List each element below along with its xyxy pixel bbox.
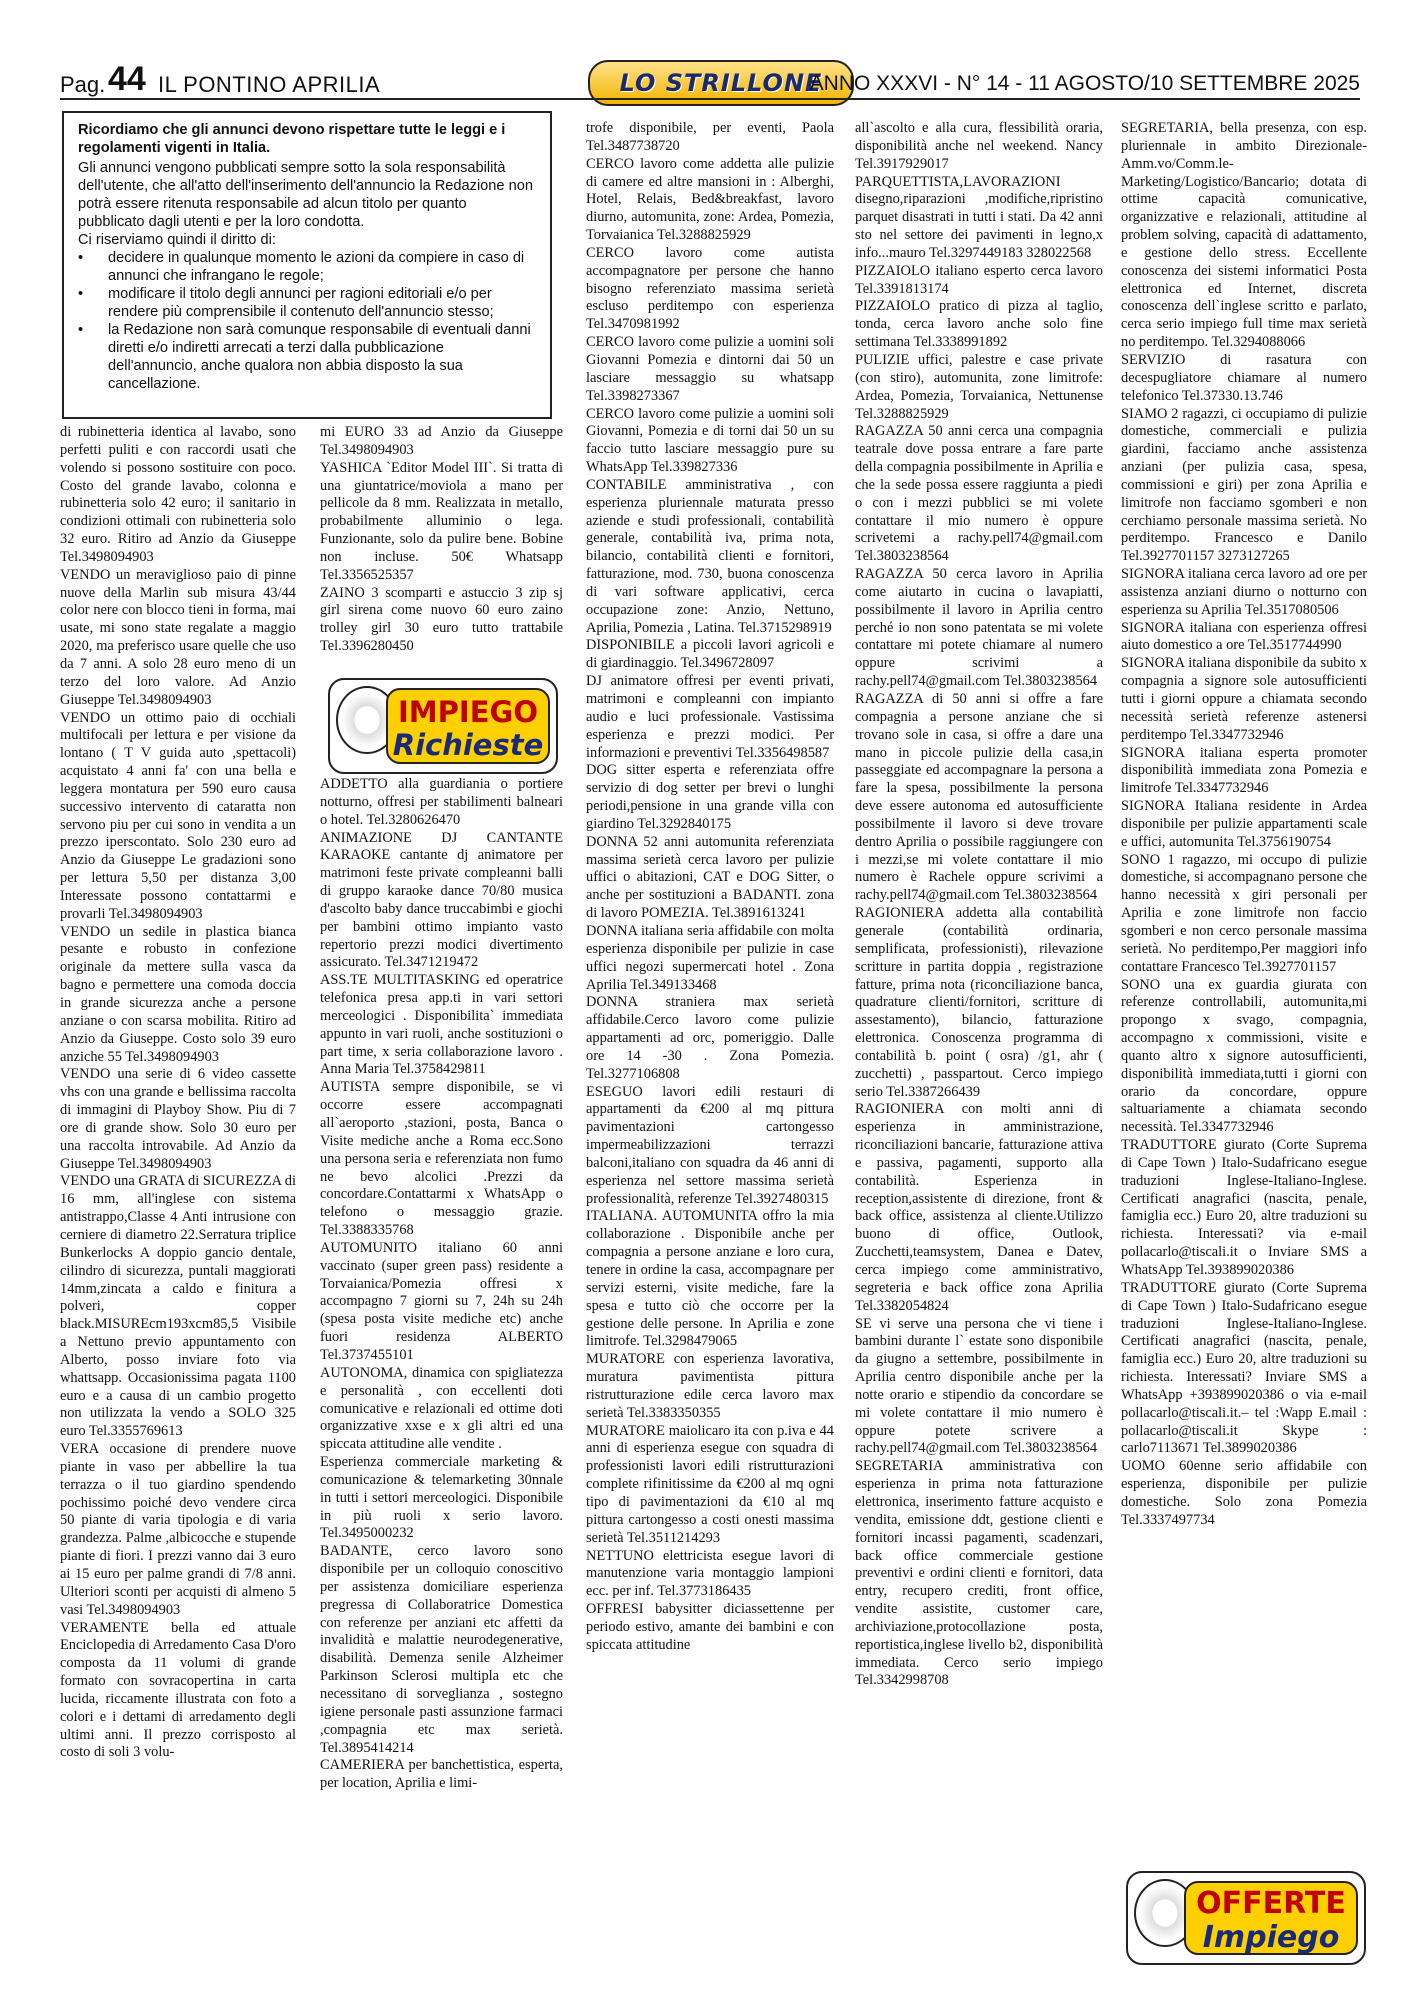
section-badge (1184, 1881, 1358, 1955)
notice-bullet: • decidere in qualunque momento le azioni da compiere in caso di annunci che infrangano le regole; (78, 250, 525, 284)
page-number: 44 (108, 60, 146, 98)
ad-item: NETTUNO elettricista esegue lavori di manutenzione varia montaggio lampioni ecc. per inf. Tel.3773186435 (586, 1547, 834, 1600)
ad-item: SEGRETARIA amministrativa con esperienza in prima nota fatturazione elettronica, inserimento fatture acquisto e vendita, emissione ddt, gestione clienti e fornitori incassi pagamenti, scadenzari, back office commerciale gestione preventivi e ordini clienti e fornitori, data entry, recupero crediti, front office, vendite assistite, customer care, archiviazione,protocollazione posta, reportistica,inglese livello b2, disponibilità immediata. Cerco serio impiego Tel.3342998708 (855, 1458, 1103, 1689)
ad-item: DOG sitter esperta e referenziata offre servizio di dog setter per brevi o lunghi periodi,pensione in una grande villa con giardino Tel.3292840175 (586, 762, 834, 832)
ad-item: SE vi serve una persona che vi tiene i bambini durante l` estate sono disponibile da giugno a settembre, possibilmente in Aprilia centro disponibile anche per la notte orario e stipendio da concordare se mi volete contattare il mio numero è oppure potete scrivere a rachy.pell74@gmail.com Tel.3803238564 (855, 1315, 1103, 1457)
notice-paragraph: Ci riserviamo quindi il diritto di: (78, 232, 276, 248)
ad-item: AUTISTA sempre disponibile, se vi occorre essere accompagnati all`aeroporto ,stazioni, posta, Banca o Visite mediche anche a Roma ecc.Sono una persona seria e referenziata non fumo ne bevo alcolici .Prezzi da concordare.Contattarmi x WhatsApp o telefono o messaggio grazie. Tel.3388335768 (320, 1079, 563, 1239)
ad-item: PIZZAIOLO italiano esperto cerca lavoro Tel.3391813174 (855, 262, 1103, 297)
ad-item: all`ascolto e alla cura, flessibilità oraria, disponibilità anche nel weekend. Nancy Tel.3917929017 (855, 120, 1103, 172)
ad-item: VERA occasione di prendere nuove piante in vaso per abbellire la tua terrazza o il tuo giardino spendendo pochissimo poiché devo vendere circa 50 piante di varia tipologia e di varia grandezza. Palme ,albicocche e stupende piante di fiori. I prezzi vanno dai 3 euro ai 15 euro per palme grandi di 7/8 anni. Ulteriori sconti per acquisti di almeno 5 vasi Tel.3498094903 (60, 1441, 296, 1618)
notice-bullet: • modificare il titolo degli annunci per ragioni editoriali e/o per rendere più comprensibile il contenuto dell'annuncio stesso; (78, 286, 494, 320)
publication-name: IL PONTINO APRILIA (158, 72, 381, 97)
notice-paragraph: Gli annunci vengono pubblicati sempre sotto la sola responsabilità dell'utente, che all'atto dell'inserimento dell'annuncio la Redazione non potrà essere ritenuta responsabile ad alcun titolo per quanto pubblicato dagli utenti e per la loro condotta. (78, 160, 533, 230)
ad-item: OFFRESI babysitter diciassettenne per periodo estivo, amante dei bambini e con spiccata attitudine (586, 1601, 834, 1653)
ad-item: MURATORE maiolicaro ita con p.iva e 44 anni di esperienza esegue con squadra di professionisti lavori edili ristrutturazioni complete rifinitissime da €200 al mq ogni tipo di pavimentazioni da €10 al mq pittura cartongesso a costi onesti massima serietà Tel.3511214293 (586, 1422, 834, 1546)
notice-bullet: • la Redazione non sarà comunque responsabile di eventuali danni diretti e/o indiretti arrecati a terzi dalla pubblicazione dell'annuncio, anche qualora non abbia disposto la sua cancellazione. (78, 322, 531, 392)
ad-item: CERCO lavoro come pulizie a uomini soli Giovanni Pomezia e dintorni dai 50 un lasciare messaggio su whatsapp Tel.3398273367 (586, 334, 834, 404)
ad-item: VENDO una GRATA di SICUREZZA di 16 mm, all'inglese con sistema antistrappo,Classe 4 Anti intrusione con cerniere di diametro 22.Serratura triplice Bunkerlocks A doppio gancio dentale, cilindro di sicurezza, puntali maggiorati 14mm,zincata a caldo e finitura a polveri, copper black.MISUREcm193xcm85,5 Visibile a Nettuno previo appuntamento con Alberto, posso inviare foto via whattsapp. Occasionissima pagata 1100 euro e a causa di un cambio progetto non utilizzata la vendo a SOLO 325 euro Tel.3355769613 (60, 1173, 296, 1440)
ad-item: VENDO un meraviglioso paio di pinne nuove della Marlin sub misura 43/44 color nere con blocco tieni in forma, mai usate, mi sono state regalate a maggio 2020, ma preferisco usare quelle che uso da 7 anni. A solo 28 euro meno di un terzo del loro valore. Ad Anzio Giuseppe Tel.3498094903 (60, 566, 296, 708)
ad-item: UOMO 60enne serio affidabile con esperienza, disponibile per pulizie domestiche. Solo zona Pomezia Tel.3337497734 (1121, 1458, 1367, 1528)
ad-item: AUTOMUNITO italiano 60 anni vaccinato (super green pass) residente a Torvaianica/Pomezia offresi x accompagno 7 giorni su 7, 24h su 24h (spesa posta visite mediche etc) anche fuori residenza ALBERTO Tel.3737455101 (320, 1239, 563, 1363)
ad-item: SEGRETARIA, bella presenza, con esp. pluriennale in ambito Direzionale-Amm.vo/Comm.le-Marketing/Logistico/Bancario; dotata di ottime capacità comunicative, organizzative e relazionali, attitudine al problem solving, capacità di adattamento, e gestione dello stress. Eccellente conoscenza dei sistemi informatici Posta elettronica ed Internet, discreta conoscenza dell`inglese scritto e parlato, cerca serio impiego full time max serietà no perditempo. Tel.3294088066 (1121, 120, 1367, 351)
ad-item: CERCO lavoro come autista accompagnatore per persone che hanno bisogno referenziato massima serietà escluso perditempo con esperienza Tel.3470981992 (586, 244, 834, 333)
ad-item: SIGNORA italiana esperta promoter disponibilità immediata zona Pomezia e limitrofe Tel.3347732946 (1121, 744, 1367, 797)
ad-item: RAGAZZA 50 anni cerca una compagnia teatrale dove possa entrare a fare parte della compagnia possibilmente in Aprilia e che la sede possa essere raggiunta a piedi o con i mezzi pubblici se mi volete contattare il mio numero è oppure scrivetemi a rachy.pell74@gmail.com Tel.3803238564 (855, 423, 1103, 565)
ad-item: SIGNORA italiana cerca lavoro ad ore per assistenza anziani diurno o notturno con esperienza su Aprilia Tel.3517080506 (1121, 566, 1367, 618)
issue-info: ANNO XXXVI - N° 14 - 11 AGOSTO/10 SETTEMBRE 2025 (809, 72, 1360, 95)
ad-item: RAGIONIERA addetta alla contabilità generale (contabilità ordinaria, semplificata, professionisti), rilevazione scritture in partita doppia , registrazione fatture, prima nota (riconciliazione banca, quadrature clienti/fornitori, scritture di assestamento), bilancio, fatturazione elettronica. Conoscenza programma di contabilità b. point ( osra) /g1, ahr ( zucchetti) , passpartout. Cerco impiego serio Tel.3387266439 (855, 905, 1103, 1100)
ad-item: VENDO un sedile in plastica bianca pesante e robusto in confezione originale da mettere sulla vasca da bagno e permettere una comoda doccia in grande sicurezza anche a persone anziane o con scarsa mobilita. Ritiro ad Anzio da Giuseppe. Costo solo 39 euro anziche 55 Tel.3498094903 (60, 923, 296, 1065)
ad-item: BADANTE, cerco lavoro sono disponibile per un colloquio conoscitivo per assistenza domiciliare esperienza pregressa di Collaboratrice Domestica con referenze per anziani etc affetti da invalidità e malattie neurodegenerative, disabilità. Demenza senile Alzheimer Parkinson Sclerosi multipla etc che necessitano di sorveglianza , sostegno igiene personale pasti assunzione farmaci ,compagnia etc max serietà. Tel.3895414214 (320, 1543, 563, 1756)
ad-item: ASS.TE MULTITASKING ed operatrice telefonica presa app.ti in vari settori merceologici . Disponibilita` immediata appunto in vari ruoli, anche sostituzioni o part time, x seria collaborazione lavoro . Anna Maria Tel.3758429811 (320, 972, 563, 1078)
offerte-impiego-banner (1126, 1871, 1366, 1965)
banner-line-1: IMPIEGO (398, 695, 538, 729)
ad-item: trofe disponibile, per eventi, Paola Tel.3487738720 (586, 120, 834, 154)
classifieds-column-3 (586, 120, 834, 1655)
banner-line-2: Impiego (1202, 1920, 1340, 1955)
ad-item: CERCO lavoro come addetta alle pulizie di camere ed altre mansioni in : Alberghi, Hotel, Relais, Bed&breakfast, lavoro diurno, automunita, zone: Ardea, Pomezia, Torvaianica Tel.3288825929 (586, 155, 834, 244)
ad-item: SONO una ex guardia giurata con referenze controllabili, automunita,mi propongo x svago, compagnia, accompagno x commissioni, visite e quanto altro x signore autosufficienti, disponibilità immediata,tutti i giorni con orario da concordare, oppure saltuariamente a chiamata secondo necessità. Tel.3347732946 (1121, 976, 1367, 1136)
ad-item: PULIZIE uffici, palestre e case private (con stiro), automunita, zone limitrofe: Ardea, Pomezia, Torvaianica, Nettunense Tel.3288825929 (855, 351, 1103, 422)
ad-item: PARQUETTISTA,LAVORAZIONI disegno,riparazioni ,modifiche,ripristino parquet disastrati in tutti i stati. Da 42 anni sto nel settore dei pavimenti in legno,x info...mauro Tel.3297449183 328022568 (855, 173, 1103, 261)
section-badge (386, 688, 550, 764)
ad-item: ADDETTO alla guardiania o portiere notturno, offresi per stabilimenti balneari o hotel. Tel.3280626470 (320, 775, 563, 828)
ad-item: ESEGUO lavori edili restauri di appartamenti da €200 al mq pittura pavimentazioni cartongesso impermeabilizzazioni terrazzi balconi,italiano con squadra da 46 anni di esperienza nel settore massima serietà professionalità, referenze Tel.3927480315 (586, 1083, 834, 1207)
ad-item: ANIMAZIONE DJ CANTANTE KARAOKE cantante dj animatore per matrimoni feste private compleanni balli di gruppo karaoke dance 70/80 musica d'ascolto baby dance truccabimbi e giochi per bambini ottimo impianto vasto repertorio prezzi modici divertimento assicurato. Tel.3471219472 (320, 829, 563, 971)
ad-item: SIGNORA italiana disponibile da subito x compagnia a signore sole autosufficienti tutti i giorni oppure a chiamata secondo necessità serietà referenze astenersi perditempo Tel.3347732946 (1121, 655, 1367, 743)
ad-item: ZAINO 3 scomparti e astuccio 3 zip sj girl sirena come nuovo 60 euro zaino trolley girl 30 euro tutto trattabile Tel.3396280450 (320, 584, 563, 655)
ad-item: SIGNORA italiana con esperienza offresi aiuto domestico a ore Tel.3517744990 (1121, 619, 1367, 654)
banner-line-1: OFFERTE (1196, 1886, 1346, 1921)
classifieds-column-1 (60, 424, 296, 1762)
ad-item: AUTONOMA, dinamica con spigliatezza e personalità , con eccellenti doti comunicative e relazionali ed ottime doti organizzative xxse e x gli altri ed una spiccata attitudine alle vendite . (320, 1364, 563, 1453)
ad-item: MURATORE con esperienza lavorativa, muratura pavimentista pittura ristrutturazione edile cerca lavoro max serietà Tel.3383350355 (586, 1351, 834, 1421)
ad-item: mi EURO 33 ad Anzio da Giuseppe Tel.3498094903 (320, 424, 563, 458)
ad-item: PIZZAIOLO pratico di pizza al taglio, tonda, cerca lavoro anche solo fine settimana Tel.3338991892 (855, 298, 1103, 351)
ad-item: DONNA 52 anni automunita referenziata massima serietà cerca lavoro per pulizie uffici o abitazioni, CAT e DOG Sitter, o anche per sostituzioni a BADANTI. zona di lavoro POMEZIA. Tel.3891613241 (586, 833, 834, 922)
header-rule (60, 98, 1360, 100)
logo-text: LO STRILLONE (619, 69, 823, 97)
ad-item: DONNA straniera max serietà affidabile.Cerco lavoro come pulizie appartamenti ad orc, pomeriggio. Dalle ore 14 -30 . Zona Pomezia. Tel.3277106808 (586, 994, 834, 1082)
ad-item: RAGIONIERA con molti anni di esperienza in amministrazione, riconciliazioni bancarie, fatturazione attiva e passiva, pagamenti, supporto alla contabilità. Esperienza in reception,assistente di direzione, front & back office, assistenza al cliente.Utilizzo buono di office, Outlook, Zucchetti,teamsystem, Danea e Datev, cerca impiego come amministrativo, segreteria e back office zona Aprilia Tel.3382054824 (855, 1101, 1103, 1314)
classifieds-column-4 (855, 120, 1103, 1690)
ad-item: TRADUTTORE giurato (Corte Suprema di Cape Town ) Italo-Sudafricano esegue traduzioni Inglese-Italiano-Inglese. Certificati anagrafici (nascita, penale, famiglia ecc.) Euro 20, altre traduzioni su richiesta. Interessati? Inviare SMS a WhatsApp +393899020386 o via e-mail pollacarlo@tiscali.it.– tel :Wapp E.mail : pollacarlo@tiscali.it Skype : carlo7113671 Tel.3899020386 (1121, 1279, 1367, 1457)
ad-item: SIGNORA Italiana residente in Ardea disponibile per pulizie appartamenti scale e uffici, automunita Tel.3756190754 (1121, 798, 1367, 850)
ad-item: CONTABILE amministrativa , con esperienza pluriennale maturata presso aziende e studi professionali, contabilità generale, contabilità iva, prima nota, bilancio, contabilità clienti e fornitori, fatturazione, mod. 730, buona conoscenza di vari software applicativi, cerca occupazione zone: Anzio, Nettuno, Aprilia, Pomezia , Latina. Tel.3715298919 (586, 476, 834, 636)
ad-item: VENDO un ottimo paio di occhiali multifocali per lettura e per visione da lontano ( T V guida auto ,spettacoli) acquistato 4 anni fa' con una bella e leggera montatura per 590 euro causa successivo intervento di cataratta non servono piu per cui sono in vendita a un prezzo iperscontato. Solo 230 euro ad Anzio da Giuseppe Le gradazioni sono per lettura 5,50 per distanza 3,00 Interessate possono contattarmi e provarli Tel.3498094903 (60, 709, 296, 922)
page-header (60, 60, 1360, 102)
ad-item: SONO 1 ragazzo, mi occupo di pulizie domestiche, si accompagnano persone che hanno necessità x giri personali per Aprilia e zone limitrofe non faccio sgomberi e non cerco personale massima serietà. No perditempo,Per maggiori info contattare Francesco Tel.3927701157 (1121, 851, 1367, 975)
banner-line-2: Richieste (392, 728, 544, 762)
ad-item: YASHICA `Editor Model III`. Si tratta di una giuntatrice/moviola a mano per pellicole da 8 mm. Realizzata in metallo, probabilmente alluminio o lega. Funzionante, solo da pulire bene. Bobine non incluse. 50€ Whatsapp Tel.3356525357 (320, 459, 563, 583)
ad-item: DJ animatore offresi per eventi privati, matrimoni e compleanni con impianto audio e luci professionale. Vastissima esperienza e prezzi modici. Per informazioni e preventivi Tel.3356498587 (586, 673, 834, 761)
ad-item: RAGAZZA 50 cerca lavoro in Aprilia come aiutarto in cucina o lavapiatti, possibilmente il lavoro in Aprilia centro perché io non sono patentata se mi volete contattare mi potete chiamare al numero oppure scrivimi a rachy.pell74@gmail.com Tel.3803238564 (855, 566, 1103, 690)
classifieds-column-2 (320, 424, 563, 1793)
ad-item: VENDO una serie di 6 video cassette vhs con una grande e bellissima raccolta di immagini di Playboy Show. Piu di 7 ore di grande show. Solo 30 euro per una raccolta introvabile. Ad Anzio da Giuseppe Tel.3498094903 (60, 1066, 296, 1172)
notice-title: Ricordiamo che gli annunci devono rispettare tutte le leggi e i regolamenti vigenti in Italia. (78, 122, 506, 156)
ad-item: RAGAZZA di 50 anni si offre a fare compagnia a persone anziane che si trovano sole in casa, si offre a dare una mano in piccole pulizie della casa,in passeggiate ed accompagnare la persona a fare la spesa, possibilmente la persona deve essere autonoma ed autosufficiente possibilmente il lavoro si deve trovare dentro Aprilia o possibile raggiungere con i mezzi,se mi volete contattare il mio numero è Rachele oppure scrivimi a rachy.pell74@gmail.com Tel.3803238564 (855, 691, 1103, 904)
page-label: Pag. (60, 72, 106, 97)
ad-item: SIAMO 2 ragazzi, ci occupiamo di pulizie domestiche, commerciali e pulizia giardini, facciamo anche assistenza anziani (per pulizia casa, spesa, commissioni e giri) per zona Aprilia e limitrofe non facciamo sgomberi e non cerchiamo personale massima serietà. No perditempo. Francesco e Danilo Tel.3927701157 3273127265 (1121, 405, 1367, 565)
ad-item: Esperienza commerciale marketing & comunicazione & telemarketing 30nnale in tutti i settori merceologici. Disponibile in più ruoli x serio lavoro. Tel.3495000232 (320, 1454, 563, 1542)
ad-item: VERAMENTE bella ed attuale Enciclopedia di Arredamento Casa D'oro composta da 11 volumi di grande formato con sovracopertina in carta lucida, riccamente illustrata con foto a colori e i dettami di arredamento degli ultimi anni. Il prezzo corrisposto al costo di soli 3 volu- (60, 1619, 296, 1761)
ad-item: CAMERIERA per banchettistica, esperta, per location, Aprilia e limi- (320, 1757, 563, 1792)
impiego-richieste-banner (328, 678, 558, 774)
notice-box (62, 111, 552, 419)
ad-item: DISPONIBILE a piccoli lavori agricoli e di giardinaggio. Tel.3496728097 (586, 637, 834, 672)
classifieds-column-5 (1121, 120, 1367, 1530)
ad-item: CERCO lavoro come pulizie a uomini soli Giovanni, Pomezia e di torni dai 50 un su faccio tutto lasciare messaggio pure su WhatsApp Tel.339827336 (586, 405, 834, 476)
ad-item: SERVIZIO di rasatura con decespugliatore chiamare al numero telefonico Tel.37330.13.746 (1121, 351, 1367, 404)
ad-item: TRADUTTORE giurato (Corte Suprema di Cape Town ) Italo-Sudafricano esegue traduzioni Inglese-Italiano-Inglese. Certificati anagrafici (nascita, penale, famiglia ecc.) Euro 20, altre traduzioni su richiesta. Interessati? via e-mail pollacarlo@tiscali.it o Inviare SMS a WhatsApp Tel.393899020386 (1121, 1137, 1367, 1278)
ad-item: DONNA italiana seria affidabile con molta esperienza disponibile per pulizie in case uffici negozi supermercati hotel . Zona Aprilia Tel.349133468 (586, 922, 834, 993)
ad-item: ITALIANA. AUTOMUNITA offro la mia collaborazione . Disponibile anche per compagnia a persone anziane e loro cura, tenere in ordine la casa, accompagnare per servizi esterni, visite mediche, fare la spesa e tutto ciò che occorre per la gestione delle persone. In Aprilia e zone limitrofe. Tel.3298479065 (586, 1208, 834, 1350)
ad-item: di rubinetteria identica al lavabo, sono perfetti puliti e con raccordi usati che volendo si possono sostituire con poco. Costo del grande lavabo, colonna e rubinetteria solo 42 euro; il sanitario in condizioni ottimali con rubinetteria solo 32 euro. Ritiro ad Anzio da Giuseppe Tel.3498094903 (60, 424, 296, 565)
